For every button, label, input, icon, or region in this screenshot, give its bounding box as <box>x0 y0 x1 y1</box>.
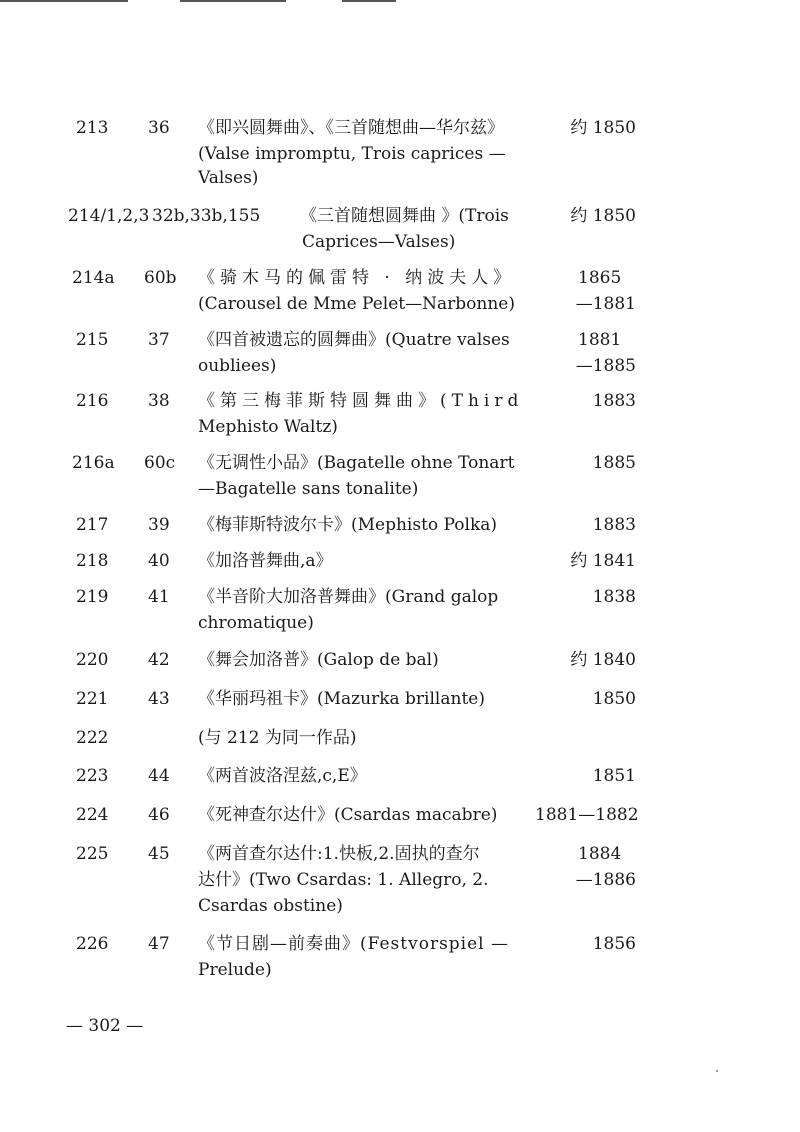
work-title <box>198 803 548 827</box>
opus-number: 38 <box>148 391 170 411</box>
date <box>570 328 636 378</box>
date <box>570 932 636 956</box>
date <box>535 803 638 827</box>
title-line: Mephisto Waltz) <box>198 417 338 437</box>
title-line: oubliees) <box>198 356 277 376</box>
date-line: —1886 <box>575 870 636 890</box>
opus-number: 60c <box>144 453 176 473</box>
date <box>570 585 636 609</box>
opus-number: 40 <box>148 551 170 571</box>
date-line: 1865 <box>578 268 622 288</box>
page-number: — 302 — <box>66 1016 144 1036</box>
date-line: —1885 <box>575 356 636 376</box>
title-line: Csardas obstine) <box>198 896 343 916</box>
work-title <box>198 116 548 190</box>
title-line: 《四首被遗忘的圆舞曲》(Quatre valses <box>198 330 510 350</box>
date-line: 1885 <box>592 453 636 473</box>
title-line: 《华丽玛祖卡》(Mazurka brillante) <box>198 689 485 709</box>
date <box>570 549 636 573</box>
opus-number: 44 <box>148 766 170 786</box>
date-line: 约 1841 <box>570 551 636 571</box>
catalog-number: 224 <box>76 805 109 825</box>
catalog-number: 223 <box>76 766 109 786</box>
catalog-number: 218 <box>76 551 109 571</box>
opus-number: 41 <box>148 587 170 607</box>
date <box>570 266 636 316</box>
title-line: 《舞会加洛普》(Galop de bal) <box>198 650 439 670</box>
date-line: 约 1850 <box>570 118 636 138</box>
date-line: —1881 <box>575 294 636 314</box>
work-title <box>198 513 548 537</box>
title-line: 《两首查尔达什:1.快板,2.固执的查尔 <box>198 844 480 864</box>
date-line: 1838 <box>592 587 636 607</box>
opus-number: 42 <box>148 650 170 670</box>
catalog-number: 214/1,2,3 <box>68 206 150 226</box>
catalog-number: 217 <box>76 515 109 535</box>
date <box>570 764 636 788</box>
work-title <box>198 549 548 573</box>
work-title <box>198 648 548 672</box>
date <box>570 389 636 413</box>
title-line: 《无调性小品》(Bagatelle ohne Tonart <box>198 453 515 473</box>
opus-number: 43 <box>148 689 170 709</box>
date-line: 1851 <box>592 766 636 786</box>
opus-number: 60b <box>144 268 177 288</box>
opus-number: 39 <box>148 515 170 535</box>
work-title <box>198 726 548 750</box>
date <box>570 116 636 140</box>
title-line: 《加洛普舞曲,a》 <box>198 551 333 571</box>
title-line: 《即兴圆舞曲》、《三首随想曲—华尔兹》 <box>198 118 504 138</box>
date-line: 约 1850 <box>570 206 636 226</box>
catalog-number: 216 <box>76 391 109 411</box>
title-line: Caprices—Valses) <box>302 232 456 252</box>
top-rule-1 <box>0 0 128 2</box>
date-line: 约 1840 <box>570 650 636 670</box>
catalog-number: 214a <box>72 268 115 288</box>
opus-number: 47 <box>148 934 170 954</box>
title-line: Valses) <box>198 168 259 188</box>
date-line: 1883 <box>592 391 636 411</box>
title-line: 《死神查尔达什》(Csardas macabre) <box>198 805 498 825</box>
title-line: 《两首波洛涅兹,c,E》 <box>198 766 367 786</box>
work-title <box>198 266 548 316</box>
work-title <box>198 328 548 378</box>
title-line: (Valse impromptu, Trois caprices — <box>198 144 506 164</box>
date-line: 1883 <box>592 515 636 535</box>
opus-number: 32b,33b,155 <box>152 206 261 226</box>
title-line: (与 212 为同一作品) <box>198 728 357 748</box>
work-title <box>198 585 548 635</box>
catalog-number: 222 <box>76 728 109 748</box>
title-line: —Bagatelle sans tonalite) <box>198 479 419 499</box>
opus-number: 45 <box>148 844 170 864</box>
work-title <box>198 389 548 439</box>
title-line: chromatique) <box>198 613 314 633</box>
date-line: 1881—1882 <box>535 805 639 825</box>
date <box>570 687 636 711</box>
opus-number: 36 <box>148 118 170 138</box>
work-title <box>198 451 548 501</box>
title-line: 《第三梅菲斯特圆舞曲》(Third <box>198 391 524 411</box>
catalog-number: 220 <box>76 650 109 670</box>
scan-speck <box>716 1070 718 1072</box>
work-title <box>198 687 548 711</box>
date <box>570 513 636 537</box>
title-line: 《三首随想圆舞曲 》(Trois <box>300 206 509 226</box>
work-title <box>198 932 548 982</box>
title-line: Prelude) <box>198 960 272 980</box>
catalog-number: 215 <box>76 330 109 350</box>
title-line: 《骑木马的佩雷特 · 纳波夫人》 <box>198 268 516 288</box>
catalog-number: 225 <box>76 844 109 864</box>
date-line: 1881 <box>578 330 622 350</box>
top-rule-2 <box>180 0 286 2</box>
opus-number: 46 <box>148 805 170 825</box>
date <box>570 648 636 672</box>
work-title <box>198 764 548 788</box>
title-line: 达什》(Two Csardas: 1. Allegro, 2. <box>198 870 489 890</box>
work-title <box>198 842 548 918</box>
top-rule-3 <box>342 0 396 2</box>
date-line: 1850 <box>592 689 636 709</box>
work-title <box>300 204 545 254</box>
date-line: 1884 <box>578 844 622 864</box>
catalog-number: 216a <box>72 453 115 473</box>
catalog-number: 213 <box>76 118 109 138</box>
date <box>570 204 636 228</box>
title-line: (Carousel de Mme Pelet—Narbonne) <box>198 294 515 314</box>
catalog-number: 226 <box>76 934 109 954</box>
title-line: 《梅菲斯特波尔卡》(Mephisto Polka) <box>198 515 498 535</box>
title-line: 《节日剧—前奏曲》(Festvorspiel — <box>198 934 510 954</box>
date-line: 1856 <box>592 934 636 954</box>
catalog-number: 219 <box>76 587 109 607</box>
opus-number: 37 <box>148 330 170 350</box>
date <box>570 451 636 475</box>
date <box>570 842 636 892</box>
title-line: 《半音阶大加洛普舞曲》(Grand galop <box>198 587 499 607</box>
catalog-number: 221 <box>76 689 109 709</box>
